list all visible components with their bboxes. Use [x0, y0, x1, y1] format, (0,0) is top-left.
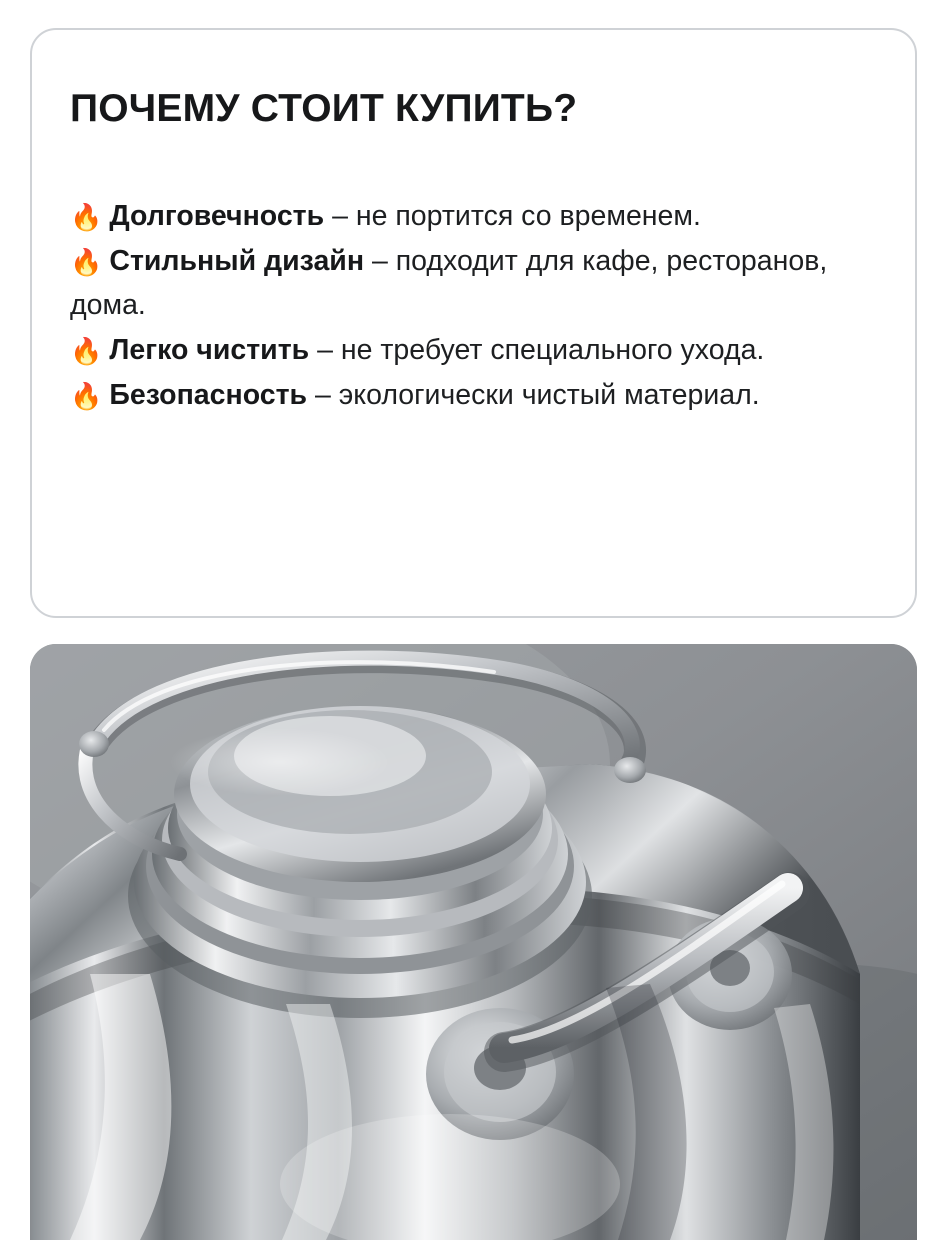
benefit-text: экологически чистый материал.	[338, 379, 760, 412]
lid-glare	[170, 728, 390, 796]
benefits-card	[30, 28, 917, 618]
benefit-dash: –	[309, 333, 341, 366]
benefit-dash: –	[364, 245, 396, 278]
fire-icon: 🔥	[70, 201, 103, 232]
benefits-list	[70, 195, 875, 418]
benefit-name: Безопасность	[109, 379, 308, 412]
benefit-text: не требует специального ухода.	[340, 333, 765, 366]
fire-icon: 🔥	[70, 247, 103, 278]
benefit-dash: –	[307, 379, 339, 412]
bail-pivot-left	[79, 731, 109, 757]
fire-icon: 🔥	[70, 381, 103, 412]
list-item	[70, 329, 875, 372]
benefit-text: подходит для кафе, ресторанов, дома.	[70, 245, 828, 321]
list-item	[70, 240, 875, 327]
fire-icon: 🔥	[70, 335, 103, 366]
benefit-name: Легко чистить	[109, 333, 310, 366]
bail-pivot-right	[614, 757, 646, 783]
benefit-text: не портится со временем.	[355, 199, 701, 232]
list-item	[70, 195, 875, 238]
benefit-name: Долговечность	[109, 199, 325, 232]
product-photo	[30, 644, 917, 1240]
product-photo-illustration	[30, 644, 917, 1240]
page-title: ПОЧЕМУ СТОИТ КУПИТЬ?	[70, 87, 578, 130]
benefit-name: Стильный дизайн	[109, 245, 365, 278]
benefit-dash: –	[324, 199, 356, 232]
list-item	[70, 374, 875, 417]
